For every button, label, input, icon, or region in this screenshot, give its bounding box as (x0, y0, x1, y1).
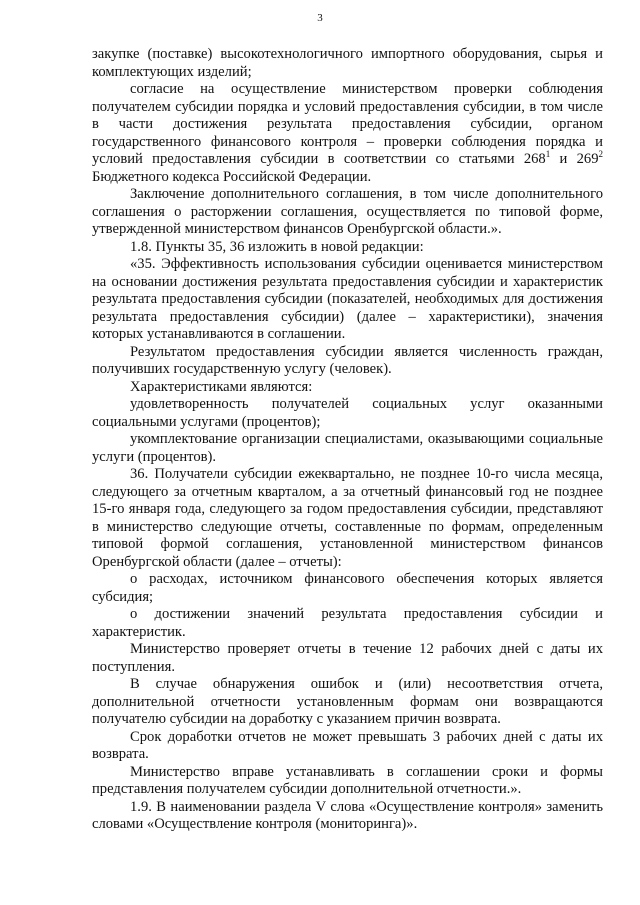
paragraph-2-tail: Бюджетного кодекса Российской Федерации. (92, 168, 372, 185)
paragraph-15: Срок доработки отчетов не может превышать 3 рабочих дней с даты их возврата. (92, 728, 603, 762)
paragraph-12: о достижении значений результата предоставления субсидии и характеристик. (92, 606, 603, 640)
superscript-2: 2 (598, 149, 603, 160)
paragraph-17: 1.9. В наименовании раздела V слова «Осуществление контроля» заменить словами «Осуществление контроля (мониторинга)». (92, 798, 603, 832)
paragraph-2-text: согласие на осуществление министерством проверки соблюдения получателем субсидии порядка и условий предоставления субсидии, в том числе в части достижения результата предоставления субсидии, органом государственного финансового контроля – проверки соблюдения порядка и условий предоставления субсидии в соответствии со статьями 268 (92, 81, 603, 167)
paragraph-8: удовлетворенность получателей социальных услуг оказанными социальными услугами (процентов); (92, 396, 603, 430)
paragraph-1: закупке (поставке) высокотехнологичного импортного оборудования, сырья и комплектующих изделий; (92, 46, 603, 80)
paragraph-14: В случае обнаружения ошибок и (или) несоответствия отчета, дополнительной отчетности установленным формам они возвращаются получателю субсидии на доработку с указанием причин возврата. (92, 676, 603, 727)
paragraph-3: Заключение дополнительного соглашения, в том числе дополнительного соглашения о расторжении соглашения, осуществляется по типовой форме, утвержденной министерством финансов Оренбургской области.». (92, 186, 603, 237)
paragraph-2-mid: и 269 (550, 151, 599, 167)
paragraph-11: о расходах, источником финансового обеспечения которых является субсидия; (92, 571, 603, 605)
paragraph-10: 36. Получатели субсидии ежеквартально, не позднее 10-го числа месяца, следующего за отчетным кварталом, а за отчетный финансовый год не позднее 15-го января года, следующего за годом предоставления субсидии, представляют в министерство следующие отчеты, составленные по формам, определенным типовой формой соглашения, установленной министерством финансов Оренбургской области (далее – отчеты): (92, 466, 603, 570)
paragraph-7: Характеристиками являются: (130, 378, 313, 395)
document-body (92, 46, 603, 834)
paragraph-9: укомплектование организации специалистами, оказывающими социальные услуги (процентов). (92, 431, 603, 465)
superscript-1: 1 (545, 149, 551, 160)
paragraph-13: Министерство проверяет отчеты в течение 12 рабочих дней с даты их поступления. (92, 641, 603, 675)
paragraph-4: 1.8. Пункты 35, 36 изложить в новой редакции: (130, 238, 424, 255)
paragraph-16: Министерство вправе устанавливать в соглашении сроки и формы представления получателем субсидии дополнительной отчетности.». (92, 763, 603, 797)
paragraph-6: Результатом предоставления субсидии является численность граждан, получивших государственную услугу (человек). (92, 343, 603, 377)
paragraph-2 (92, 81, 603, 186)
paragraph-5: «35. Эффективность использования субсидии оценивается министерством на основании достижения результата предоставления субсидии и характеристик результата предоставления субсидии (показателей, необходимых для достижения результата предоставления субсидии) (далее – характеристики), значения которых устанавливаются в соглашении. (92, 256, 603, 342)
page-number: 3 (317, 12, 323, 24)
